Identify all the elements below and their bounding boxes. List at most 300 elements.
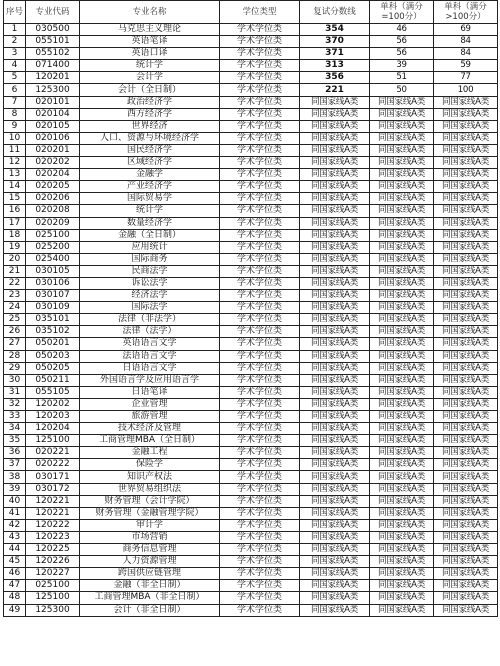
cell-seq: 22 (4, 277, 26, 289)
table-row (4, 568, 498, 580)
cell-name: 企业管理 (80, 398, 220, 410)
cell-name: 法律（法学） (80, 326, 220, 338)
cell-degree: 学术学位类 (220, 531, 300, 543)
cell-degree: 学术学位类 (220, 580, 300, 592)
cell-degree: 学术学位类 (220, 374, 300, 386)
table-row (4, 374, 498, 386)
cell-single100: 同国家线A类 (370, 193, 434, 205)
cell-name: 经济法学 (80, 290, 220, 302)
cell-seq: 47 (4, 580, 26, 592)
cell-code: 025200 (26, 241, 80, 253)
table-row (4, 229, 498, 241)
cell-seq: 3 (4, 48, 26, 60)
cell-name: 金融（全日制） (80, 229, 220, 241)
cell-total: 同国家线A类 (300, 277, 370, 289)
cell-single150: 100 (434, 84, 498, 96)
cell-code: 025400 (26, 253, 80, 265)
cell-name: 会计（全日制） (80, 84, 220, 96)
cell-total: 同国家线A类 (300, 507, 370, 519)
cell-total: 同国家线A类 (300, 568, 370, 580)
cell-name: 国民经济学 (80, 144, 220, 156)
score-table-sheet (3, 0, 497, 617)
cell-degree: 学术学位类 (220, 229, 300, 241)
cell-name: 工商管理MBA（非全日制） (80, 592, 220, 604)
cell-degree: 学术学位类 (220, 302, 300, 314)
cell-single100: 同国家线A类 (370, 96, 434, 108)
cell-single100: 同国家线A类 (370, 398, 434, 410)
cell-single100: 同国家线A类 (370, 447, 434, 459)
cell-code: 050205 (26, 362, 80, 374)
header-code: 专业代码 (26, 1, 80, 24)
cell-degree: 学术学位类 (220, 157, 300, 169)
table-row (4, 507, 498, 519)
cell-seq: 1 (4, 24, 26, 36)
cell-single150: 同国家线A类 (434, 229, 498, 241)
cell-seq: 18 (4, 229, 26, 241)
cell-code: 020222 (26, 459, 80, 471)
cell-single100: 同国家线A类 (370, 169, 434, 181)
cell-name: 区域经济学 (80, 157, 220, 169)
cell-degree: 学术学位类 (220, 181, 300, 193)
cell-degree: 学术学位类 (220, 120, 300, 132)
cell-seq: 32 (4, 398, 26, 410)
cell-seq: 12 (4, 157, 26, 169)
cell-code: 020101 (26, 96, 80, 108)
cell-single150: 同国家线A类 (434, 290, 498, 302)
cell-code: 125300 (26, 604, 80, 616)
cell-seq: 20 (4, 253, 26, 265)
table-row (4, 157, 498, 169)
cell-total: 354 (300, 24, 370, 36)
cell-seq: 23 (4, 290, 26, 302)
cell-total: 同国家线A类 (300, 483, 370, 495)
cell-single100: 同国家线A类 (370, 374, 434, 386)
cell-single150: 同国家线A类 (434, 217, 498, 229)
cell-single100: 同国家线A类 (370, 435, 434, 447)
cell-single150: 同国家线A类 (434, 398, 498, 410)
cell-total: 同国家线A类 (300, 132, 370, 144)
cell-single150: 59 (434, 60, 498, 72)
cell-total: 同国家线A类 (300, 459, 370, 471)
cell-name: 技术经济及管理 (80, 423, 220, 435)
cell-name: 日语笔译 (80, 386, 220, 398)
table-row (4, 193, 498, 205)
cell-name: 世界经济 (80, 120, 220, 132)
cell-name: 诉讼法学 (80, 277, 220, 289)
cell-name: 国际商务 (80, 253, 220, 265)
cell-degree: 学术学位类 (220, 435, 300, 447)
cell-code: 120225 (26, 544, 80, 556)
cell-seq: 38 (4, 471, 26, 483)
cell-single100: 同国家线A类 (370, 483, 434, 495)
cell-code: 120227 (26, 568, 80, 580)
cell-seq: 33 (4, 411, 26, 423)
cell-seq: 45 (4, 556, 26, 568)
cell-single150: 同国家线A类 (434, 580, 498, 592)
cell-total: 同国家线A类 (300, 144, 370, 156)
cell-seq: 11 (4, 144, 26, 156)
cell-single150: 同国家线A类 (434, 181, 498, 193)
cell-code: 125100 (26, 592, 80, 604)
cell-seq: 36 (4, 447, 26, 459)
cell-single100: 56 (370, 48, 434, 60)
table-row (4, 24, 498, 36)
cell-single150: 同国家线A类 (434, 277, 498, 289)
cell-total: 同国家线A类 (300, 592, 370, 604)
cell-name: 金融学 (80, 169, 220, 181)
cell-code: 035102 (26, 326, 80, 338)
cell-total: 同国家线A类 (300, 169, 370, 181)
cell-code: 035101 (26, 314, 80, 326)
cell-single150: 同国家线A类 (434, 447, 498, 459)
cell-code: 030106 (26, 277, 80, 289)
table-row (4, 144, 498, 156)
cell-single100: 同国家线A类 (370, 302, 434, 314)
cell-code: 020106 (26, 132, 80, 144)
cell-degree: 学术学位类 (220, 290, 300, 302)
cell-degree: 学术学位类 (220, 483, 300, 495)
cell-total: 同国家线A类 (300, 265, 370, 277)
cell-name: 会计（非全日制） (80, 604, 220, 616)
cell-code: 050203 (26, 350, 80, 362)
cell-single150: 同国家线A类 (434, 435, 498, 447)
cell-name: 工商管理MBA（全日制） (80, 435, 220, 447)
cell-degree: 学术学位类 (220, 326, 300, 338)
cell-total: 同国家线A类 (300, 302, 370, 314)
cell-seq: 8 (4, 108, 26, 120)
cell-name: 英语笔译 (80, 36, 220, 48)
cell-seq: 29 (4, 362, 26, 374)
header-single100: 单科（满分=100分） (370, 1, 434, 24)
cell-single100: 同国家线A类 (370, 495, 434, 507)
cell-code: 020206 (26, 193, 80, 205)
cell-single150: 同国家线A类 (434, 169, 498, 181)
cell-name: 统计学 (80, 205, 220, 217)
table-row (4, 60, 498, 72)
cell-total: 同国家线A类 (300, 495, 370, 507)
cell-seq: 19 (4, 241, 26, 253)
cell-degree: 学术学位类 (220, 24, 300, 36)
cell-seq: 39 (4, 483, 26, 495)
cell-degree: 学术学位类 (220, 459, 300, 471)
cell-degree: 学术学位类 (220, 556, 300, 568)
cell-single100: 同国家线A类 (370, 423, 434, 435)
cell-name: 西方经济学 (80, 108, 220, 120)
cell-seq: 9 (4, 120, 26, 132)
cell-single150: 同国家线A类 (434, 519, 498, 531)
table-row (4, 592, 498, 604)
cell-single100: 同国家线A类 (370, 556, 434, 568)
cell-single150: 同国家线A类 (434, 471, 498, 483)
cell-single100: 同国家线A类 (370, 580, 434, 592)
table-row (4, 302, 498, 314)
cell-degree: 学术学位类 (220, 338, 300, 350)
cell-degree: 学术学位类 (220, 205, 300, 217)
cell-code: 030107 (26, 290, 80, 302)
cell-code: 020204 (26, 169, 80, 181)
cell-name: 金融工程 (80, 447, 220, 459)
score-table (3, 0, 498, 617)
cell-single100: 同国家线A类 (370, 592, 434, 604)
table-row (4, 471, 498, 483)
table-row (4, 544, 498, 556)
cell-degree: 学术学位类 (220, 241, 300, 253)
cell-single150: 同国家线A类 (434, 193, 498, 205)
table-row (4, 447, 498, 459)
cell-seq: 15 (4, 193, 26, 205)
cell-degree: 学术学位类 (220, 60, 300, 72)
cell-name: 市场营销 (80, 531, 220, 543)
header-degree: 学位类型 (220, 1, 300, 24)
cell-single150: 同国家线A类 (434, 507, 498, 519)
cell-code: 020104 (26, 108, 80, 120)
cell-seq: 31 (4, 386, 26, 398)
cell-single150: 同国家线A类 (434, 604, 498, 616)
cell-total: 371 (300, 48, 370, 60)
cell-single150: 同国家线A类 (434, 386, 498, 398)
cell-single100: 同国家线A类 (370, 120, 434, 132)
cell-single150: 同国家线A类 (434, 265, 498, 277)
cell-seq: 14 (4, 181, 26, 193)
cell-seq: 21 (4, 265, 26, 277)
cell-single100: 同国家线A类 (370, 108, 434, 120)
cell-single150: 同国家线A类 (434, 568, 498, 580)
cell-code: 120226 (26, 556, 80, 568)
cell-degree: 学术学位类 (220, 277, 300, 289)
table-row (4, 411, 498, 423)
cell-seq: 41 (4, 507, 26, 519)
cell-name: 马克思主义理论 (80, 24, 220, 36)
cell-code: 050201 (26, 338, 80, 350)
cell-single100: 同国家线A类 (370, 459, 434, 471)
cell-total: 同国家线A类 (300, 447, 370, 459)
cell-name: 统计学 (80, 60, 220, 72)
cell-single100: 同国家线A类 (370, 277, 434, 289)
cell-total: 同国家线A类 (300, 108, 370, 120)
cell-name: 英语口译 (80, 48, 220, 60)
cell-single100: 同国家线A类 (370, 217, 434, 229)
cell-code: 120221 (26, 495, 80, 507)
table-row (4, 205, 498, 217)
cell-name: 国际法学 (80, 302, 220, 314)
cell-code: 030172 (26, 483, 80, 495)
cell-total: 同国家线A类 (300, 580, 370, 592)
cell-code: 025100 (26, 580, 80, 592)
cell-code: 030171 (26, 471, 80, 483)
table-row (4, 398, 498, 410)
cell-code: 020205 (26, 181, 80, 193)
cell-code: 055102 (26, 48, 80, 60)
cell-code: 020105 (26, 120, 80, 132)
cell-name: 会计学 (80, 72, 220, 84)
cell-code: 120201 (26, 72, 80, 84)
cell-single100: 同国家线A类 (370, 241, 434, 253)
cell-code: 055101 (26, 36, 80, 48)
table-row (4, 604, 498, 616)
table-row (4, 386, 498, 398)
cell-total: 221 (300, 84, 370, 96)
cell-name: 法律（非法学） (80, 314, 220, 326)
cell-single150: 同国家线A类 (434, 483, 498, 495)
cell-name: 产业经济学 (80, 181, 220, 193)
cell-degree: 学术学位类 (220, 447, 300, 459)
table-row (4, 277, 498, 289)
cell-name: 法语语言文学 (80, 350, 220, 362)
cell-total: 同国家线A类 (300, 519, 370, 531)
cell-total: 同国家线A类 (300, 386, 370, 398)
cell-seq: 37 (4, 459, 26, 471)
cell-single150: 同国家线A类 (434, 253, 498, 265)
cell-seq: 40 (4, 495, 26, 507)
cell-single150: 同国家线A类 (434, 326, 498, 338)
table-row (4, 531, 498, 543)
cell-seq: 26 (4, 326, 26, 338)
cell-degree: 学术学位类 (220, 217, 300, 229)
table-row (4, 519, 498, 531)
cell-name: 民商法学 (80, 265, 220, 277)
cell-total: 同国家线A类 (300, 411, 370, 423)
cell-code: 020202 (26, 157, 80, 169)
cell-seq: 7 (4, 96, 26, 108)
cell-total: 同国家线A类 (300, 217, 370, 229)
cell-code: 055105 (26, 386, 80, 398)
header-total: 复试分数线 (300, 1, 370, 24)
cell-name: 财务管理（会计学院） (80, 495, 220, 507)
cell-total: 同国家线A类 (300, 253, 370, 265)
cell-single150: 同国家线A类 (434, 374, 498, 386)
cell-single150: 同国家线A类 (434, 544, 498, 556)
cell-total: 356 (300, 72, 370, 84)
cell-total: 同国家线A类 (300, 423, 370, 435)
table-row (4, 241, 498, 253)
cell-name: 政治经济学 (80, 96, 220, 108)
cell-degree: 学术学位类 (220, 169, 300, 181)
cell-single100: 同国家线A类 (370, 544, 434, 556)
cell-total: 同国家线A类 (300, 326, 370, 338)
cell-total: 同国家线A类 (300, 181, 370, 193)
cell-degree: 学术学位类 (220, 519, 300, 531)
cell-code: 020221 (26, 447, 80, 459)
cell-total: 同国家线A类 (300, 96, 370, 108)
table-row (4, 217, 498, 229)
cell-degree: 学术学位类 (220, 423, 300, 435)
cell-seq: 10 (4, 132, 26, 144)
cell-name: 英语语言文学 (80, 338, 220, 350)
cell-code: 120202 (26, 398, 80, 410)
cell-name: 财务管理（金融管理学院） (80, 507, 220, 519)
table-row (4, 108, 498, 120)
cell-single100: 同国家线A类 (370, 350, 434, 362)
table-row (4, 326, 498, 338)
cell-single150: 同国家线A类 (434, 495, 498, 507)
cell-single100: 同国家线A类 (370, 290, 434, 302)
cell-degree: 学术学位类 (220, 193, 300, 205)
cell-code: 020201 (26, 144, 80, 156)
cell-total: 同国家线A类 (300, 435, 370, 447)
cell-name: 数量经济学 (80, 217, 220, 229)
cell-seq: 30 (4, 374, 26, 386)
cell-degree: 学术学位类 (220, 96, 300, 108)
cell-name: 知识产权法 (80, 471, 220, 483)
table-row (4, 72, 498, 84)
table-row (4, 48, 498, 60)
cell-name: 外国语言学及应用语言学 (80, 374, 220, 386)
cell-total: 313 (300, 60, 370, 72)
cell-degree: 学术学位类 (220, 253, 300, 265)
cell-single100: 同国家线A类 (370, 253, 434, 265)
cell-single150: 同国家线A类 (434, 459, 498, 471)
table-row (4, 459, 498, 471)
cell-seq: 5 (4, 72, 26, 84)
cell-seq: 34 (4, 423, 26, 435)
cell-seq: 49 (4, 604, 26, 616)
table-row (4, 120, 498, 132)
cell-single150: 同国家线A类 (434, 157, 498, 169)
cell-total: 同国家线A类 (300, 157, 370, 169)
cell-single100: 51 (370, 72, 434, 84)
cell-degree: 学术学位类 (220, 108, 300, 120)
cell-seq: 28 (4, 350, 26, 362)
cell-single150: 84 (434, 36, 498, 48)
cell-degree: 学术学位类 (220, 398, 300, 410)
cell-code: 025100 (26, 229, 80, 241)
cell-single150: 77 (434, 72, 498, 84)
cell-total: 同国家线A类 (300, 544, 370, 556)
cell-name: 审计学 (80, 519, 220, 531)
cell-name: 跨国供应链管理 (80, 568, 220, 580)
cell-seq: 25 (4, 314, 26, 326)
header-seq: 序号 (4, 1, 26, 24)
cell-single100: 同国家线A类 (370, 386, 434, 398)
cell-degree: 学术学位类 (220, 411, 300, 423)
table-body (4, 24, 498, 617)
table-row (4, 36, 498, 48)
cell-single100: 同国家线A类 (370, 531, 434, 543)
cell-single100: 同国家线A类 (370, 519, 434, 531)
cell-degree: 学术学位类 (220, 568, 300, 580)
table-row (4, 132, 498, 144)
cell-name: 保险学 (80, 459, 220, 471)
cell-single100: 50 (370, 84, 434, 96)
cell-total: 同国家线A类 (300, 556, 370, 568)
table-row (4, 495, 498, 507)
cell-code: 120204 (26, 423, 80, 435)
cell-code: 020209 (26, 217, 80, 229)
cell-name: 国际贸易学 (80, 193, 220, 205)
cell-name: 应用统计 (80, 241, 220, 253)
cell-seq: 13 (4, 169, 26, 181)
cell-single100: 同国家线A类 (370, 265, 434, 277)
cell-single150: 同国家线A类 (434, 205, 498, 217)
cell-single100: 同国家线A类 (370, 229, 434, 241)
cell-name: 旅游管理 (80, 411, 220, 423)
table-row (4, 314, 498, 326)
table-row (4, 290, 498, 302)
cell-seq: 4 (4, 60, 26, 72)
cell-single150: 69 (434, 24, 498, 36)
header-single150: 单科（满分>100分） (434, 1, 498, 24)
cell-single150: 同国家线A类 (434, 144, 498, 156)
table-row (4, 96, 498, 108)
cell-degree: 学术学位类 (220, 471, 300, 483)
table-row (4, 362, 498, 374)
cell-single100: 同国家线A类 (370, 507, 434, 519)
cell-single100: 同国家线A类 (370, 181, 434, 193)
cell-single100: 同国家线A类 (370, 205, 434, 217)
cell-single150: 同国家线A类 (434, 338, 498, 350)
cell-seq: 43 (4, 531, 26, 543)
cell-single150: 同国家线A类 (434, 350, 498, 362)
